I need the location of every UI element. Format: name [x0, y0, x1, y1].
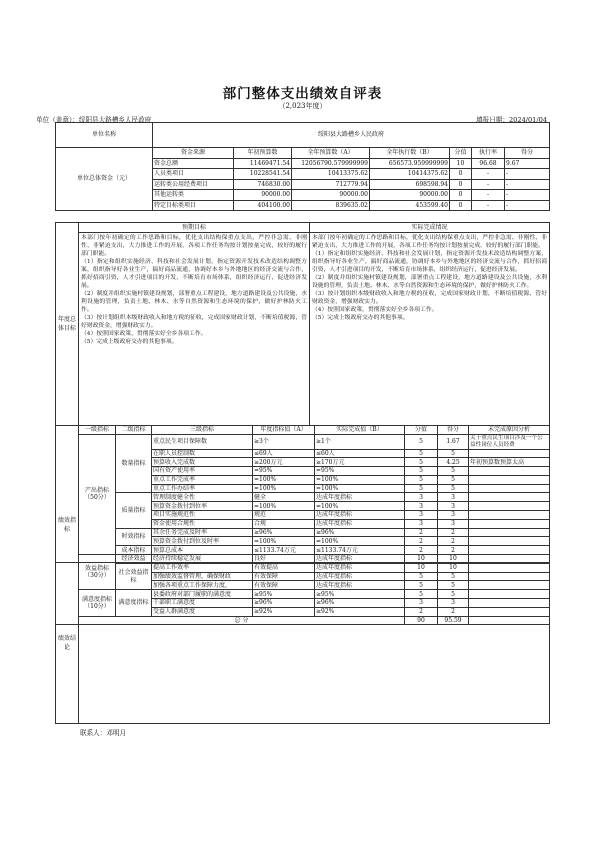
quality-indicator-label: 质量指标 [116, 493, 152, 528]
perf-cell: 5 [405, 484, 438, 493]
perf-cell: 预算资金拨付到位及时率 [152, 537, 253, 546]
perf-cell: 5 [405, 581, 438, 590]
budget-cell: - [505, 179, 550, 190]
budget-cell: 90000.00 [234, 190, 292, 201]
perf-header-actual: 实际完成值（B） [315, 426, 405, 435]
perf-cell: 资金使用合规性 [152, 519, 253, 528]
perf-reason-cell [469, 502, 550, 511]
perf-cell: ≤1133.74万元 [315, 546, 405, 555]
perf-cell: ≥3个 [253, 434, 315, 449]
perf-cell: 3 [405, 502, 438, 511]
perf-cell: 3 [405, 511, 438, 520]
perf-cell: 重点民生项目保障数 [152, 434, 253, 449]
perf-cell: 其余任务完成及时率 [152, 528, 253, 537]
budget-cell: 90000.00 [292, 190, 370, 201]
perf-cell: =100% [315, 502, 405, 511]
perf-cell: ≤69人 [253, 449, 315, 458]
budget-cell: 0 [450, 169, 472, 180]
perf-cell: 达成年度指标 [315, 581, 405, 590]
expected-goal-paragraph: （4）按照国家政策，贯彻落实好全乡各项工作。 [81, 330, 207, 337]
perf-cell: =100% [253, 502, 315, 511]
perf-cell: 达成年度指标 [315, 493, 405, 502]
actual-goal-paragraph: 本部门按年初确定的工作思路和目标，优化支出结构保重点支出，严控非急需、非刚性、非紧迫支出，大力推进工作的开展，各项工作任务均按计划按量完成，较好的履行部门职能。 [312, 235, 547, 249]
page-subtitle-year: （2,023年度） [278, 102, 327, 110]
perf-cell: 项目实施规范性 [152, 511, 253, 520]
perf-cell: ≥200万元 [253, 458, 315, 467]
perf-cell: 有效保障 [253, 572, 315, 581]
perf-cell: 提高工作效率 [152, 563, 253, 572]
perf-cell: 5 [438, 484, 469, 493]
budget-cell: 0 [450, 179, 472, 190]
perf-cell: 县委政府对部门履职的满意度 [152, 590, 253, 599]
perf-cell: ≤1133.74万元 [253, 546, 315, 555]
perf-cell: 10 [438, 555, 469, 564]
cost-indicator-label: 成本指标 [116, 546, 152, 555]
perf-cell: ≥95% [253, 590, 315, 599]
perf-cell: 预算收入完成数 [152, 458, 253, 467]
perf-cell: =100% [253, 537, 315, 546]
budget-cell: - [472, 200, 505, 211]
perf-reason-cell [469, 537, 550, 546]
perf-reason-cell [469, 449, 550, 458]
perf-cell: 1.67 [438, 434, 469, 449]
perf-cell: 受益人群满意度 [152, 607, 253, 616]
budget-header-source: 资金来源 [153, 148, 234, 159]
budget-cell: 其他运转类 [153, 190, 234, 201]
perf-reason-cell [469, 511, 550, 520]
budget-cell: 资金总额 [153, 158, 234, 169]
budget-cell: 656573.959999999 [370, 158, 450, 169]
perf-cell: 加强各项重点工作保障力度， [152, 581, 253, 590]
budget-header-annual: 全年预算数（A） [292, 148, 370, 159]
perf-cell: ≤60人 [315, 449, 405, 458]
perf-cell: 有效提高 [253, 563, 315, 572]
perf-reason-cell [469, 493, 550, 502]
expected-goal-header: 预期目标 [79, 223, 310, 233]
perf-cell: 10 [405, 555, 438, 564]
budget-header-initial: 年初预算数 [234, 148, 292, 159]
perf-cell: ≥92% [253, 607, 315, 616]
budget-cell: 运转类公用经费项目 [153, 179, 234, 190]
budget-header-executed: 全年执行数（B） [370, 148, 450, 159]
budget-cell: 特定目标类项目 [153, 200, 234, 211]
perf-cell: 2 [438, 537, 469, 546]
timeliness-indicator-label: 时效指标 [116, 528, 152, 546]
perf-reason-cell [469, 528, 550, 537]
satisfaction-sub-indicator-label: 满意度指标 [116, 590, 152, 616]
perf-cell: 2 [405, 607, 438, 616]
perf-cell: 达成年度指标 [315, 511, 405, 520]
perf-cell: 3 [438, 519, 469, 528]
actual-goal-paragraph: （2）制度并组织实施村镇建设规划，部署重点工程建设，地方道路建设及公共设施，水利设施的管理，负责土地、林木、水等自然资源和生态环境的保护，做好护林防火工作。 [312, 274, 547, 289]
perf-cell: 5 [405, 434, 438, 449]
actual-goal-text [310, 233, 550, 426]
expected-goal-paragraph: （3）按计划组织本级财政收入和地方税的征收，完成国家财政计划，不断培值税源，管好财政资金，增强财政实力。 [81, 314, 307, 329]
perf-cell: ≥92% [315, 607, 405, 616]
budget-cell: 10228541.54 [234, 169, 292, 180]
conclusion-text [79, 563, 550, 724]
perf-cell: 2 [438, 528, 469, 537]
perf-cell: 规范 [253, 511, 315, 520]
goals-group-label: 年度总体目标 [56, 223, 79, 426]
actual-goal-paragraph: （3）按计划组织本级财政收入和地方税的征收，完成国家财政计划，不断培值税源，管好财政资金，增强财政实力。 [312, 290, 547, 305]
budget-cell: 0 [450, 200, 472, 211]
quantity-indicator-label: 数量指标 [116, 434, 152, 493]
perf-header-weight: 分值 [405, 426, 438, 435]
perf-header-level1: 一级指标 [79, 426, 116, 435]
budget-header-score: 得分 [505, 148, 550, 159]
perf-cell: ≥96% [315, 528, 405, 537]
budget-cell: 404100.00 [234, 200, 292, 211]
actual-goal-paragraph: （4）按照国家政策，贯彻落实好全乡各项工作。 [312, 306, 438, 313]
budget-cell: 12056790.579999999 [292, 158, 370, 169]
budget-cell: - [505, 169, 550, 180]
perf-header-level3: 三级指标 [152, 426, 253, 435]
budget-cell: 11469471.54 [234, 158, 292, 169]
actual-goal-paragraph: （5）完成上级政府交办的其他事项。 [312, 314, 409, 321]
perf-cell: 5 [438, 467, 469, 476]
perf-cell: 合规 [253, 519, 315, 528]
perf-cell: 干部职工满意度 [152, 599, 253, 608]
perf-cell: 5 [405, 467, 438, 476]
total-weight: 90 [405, 616, 438, 625]
perf-reason-cell [469, 475, 550, 484]
perf-reason-cell [469, 467, 550, 476]
perf-cell: 5 [405, 475, 438, 484]
perf-header-reason: 未完成原因分析 [469, 426, 550, 435]
output-indicator-label: 产出指标（50分） [79, 434, 116, 555]
perf-cell: 3 [438, 511, 469, 520]
perf-row [56, 528, 550, 537]
perf-cell: =95% [253, 467, 315, 476]
perf-cell: 达成年度指标 [315, 572, 405, 581]
perf-header-target: 年度指标值（A） [253, 426, 315, 435]
perf-cell: =100% [253, 484, 315, 493]
conclusion-table [55, 562, 550, 724]
perf-cell: 5 [405, 572, 438, 581]
perf-cell: 国有资产使用率 [152, 467, 253, 476]
perf-cell: =100% [315, 537, 405, 546]
expected-goal-paragraph: （5）完成上级政府交办的其他事项。 [81, 338, 178, 345]
budget-cell: - [472, 190, 505, 201]
expected-goal-text [79, 233, 310, 426]
perf-cell: 预算资金拨付到位率 [152, 502, 253, 511]
perf-cell: 达成年度指标 [315, 555, 405, 564]
benefit-indicator-label: 效益指标（30分） [79, 555, 116, 590]
budget-cell: - [505, 200, 550, 211]
perf-cell: 5 [438, 475, 469, 484]
budget-cell: 712779.94 [292, 179, 370, 190]
perf-cell: 预算总成本 [152, 546, 253, 555]
budget-cell: - [472, 169, 505, 180]
perf-cell: 3 [438, 599, 469, 608]
actual-goal-header: 实际完成情况 [310, 223, 550, 233]
budget-cell: 453599.40 [370, 200, 450, 211]
perf-cell: 2 [438, 607, 469, 616]
perf-reason-cell [469, 519, 550, 528]
budget-cell: 9.67 [505, 158, 550, 169]
expected-goal-paragraph: 本部门按年初确定的工作思路和目标，优化支出结构保重点支出，严控非急需、非刚性、非紧迫支出，大力推进工作的开展，各项工作任务均按计划按量完成，较好的履行部门职能。 [81, 235, 307, 257]
perf-row [56, 546, 550, 555]
perf-cell: 3 [405, 493, 438, 502]
budget-cell: 90000.00 [370, 190, 450, 201]
perf-cell: 3 [405, 599, 438, 608]
perf-cell: 重点工作办结率 [152, 484, 253, 493]
perf-reason-cell [469, 546, 550, 555]
dept-label-cell: 单位名称 [56, 123, 153, 148]
perf-cell: 5 [405, 458, 438, 467]
perf-cell: 加强绩效监督管理，确保财政 [152, 572, 253, 581]
perf-row [56, 434, 550, 449]
budget-cell: - [472, 179, 505, 190]
perf-cell: 2 [405, 537, 438, 546]
perf-cell: 达成年度指标 [315, 563, 405, 572]
conclusion-label: 绩效结论 [56, 563, 79, 724]
budget-cell: 698598.94 [370, 179, 450, 190]
perf-cell: =100% [315, 475, 405, 484]
actual-goal-paragraph: （1）指定和组织实施经济、科技和社会发展计划，指定资源开发技术改造结构调整方案，组织指导好各业生产，搞好商品流通，协调好本乡与外地地区的经济交流与合作，抓好招商引资，人才引进项目的开发，不断培育市场体系，组织经济运行，促进经济发展。 [312, 250, 547, 273]
perf-cell: =100% [253, 475, 315, 484]
perf-cell: 10 [405, 563, 438, 572]
total-earned-score: 95.59 [438, 616, 469, 625]
budget-cell: 人员类项目 [153, 169, 234, 180]
perf-cell: 5 [405, 449, 438, 458]
perf-reason-cell: 年初预算数预算太高 [469, 458, 550, 467]
perf-cell: 重点工作完成率 [152, 475, 253, 484]
budget-cell: 10414375.62 [370, 169, 450, 180]
perf-cell: =95% [315, 467, 405, 476]
page-title: 部门整体支出绩效自评表 [222, 86, 383, 102]
perf-cell: ≥1个 [315, 434, 405, 449]
perf-cell: 2 [405, 546, 438, 555]
perf-cell: ≥95% [315, 590, 405, 599]
perf-cell: 在职人员控制数 [152, 449, 253, 458]
dept-name-cell: 绥阳县大路槽乡人民政府 [153, 123, 550, 148]
total-score-label: 总 分 [79, 616, 405, 625]
perf-cell: 达成年度指标 [315, 519, 405, 528]
perf-cell: 健全 [253, 493, 315, 502]
budget-group-label: 单位总体资金（元） [56, 148, 153, 211]
perf-cell: 经济持续稳定发展 [152, 555, 253, 564]
perf-cell: =100% [315, 484, 405, 493]
perf-reason-cell [469, 484, 550, 493]
perf-reason-cell: 关于重点民生项目涉及一个公益性岗位人员经费 [469, 434, 550, 449]
contact-person: 联系人：邓明月 [80, 729, 127, 737]
perf-cell: 3 [405, 519, 438, 528]
perf-cell: 2 [405, 528, 438, 537]
perf-cell: 5 [438, 449, 469, 458]
budget-header-weight: 分值 [450, 148, 472, 159]
perf-cell: 5 [405, 590, 438, 599]
perf-cell: ≥96% [253, 528, 315, 537]
budget-cell: 0 [450, 190, 472, 201]
perf-header-score: 得分 [438, 426, 469, 435]
perf-cell: 良好 [253, 555, 315, 564]
budget-table [55, 122, 550, 211]
perf-cell: 5 [438, 590, 469, 599]
perf-cell: 3 [438, 502, 469, 511]
economic-indicator-label: 经济效益 [116, 555, 152, 564]
expected-goal-paragraph: （1）指定和组织实施经济、科技和社会发展计划，指定资源开发技术改造结构调整方案，组织指导好各业生产，搞好商品流通，协调好本乡与外地地区的经济交流与合作，抓好招商引资，人才引进项目的开发，不断培育市场体系，组织经济运行，促进经济发展。 [81, 258, 307, 289]
perf-cell: 2 [438, 546, 469, 555]
expected-goal-paragraph: （2）制度并组织实施村镇建设规划，部署重点工程建设，地方道路建设及公共设施，水利设施的管理，负责土地、林木、水等自然资源和生态环境的保护，做好护林防火工作。 [81, 290, 307, 313]
perf-cell: 管理制度健全性 [152, 493, 253, 502]
fill-date: 填报日期：2024/01/04 [476, 116, 547, 124]
budget-header-rate: 执行率 [472, 148, 505, 159]
perf-group-label: 绩效指标 [56, 426, 79, 625]
perf-cell: 5 [438, 581, 469, 590]
budget-cell: - [505, 190, 550, 201]
satisfaction-indicator-label: 满意度指标（10分） [79, 590, 116, 616]
goals-table [55, 222, 550, 426]
perf-cell: ≥170万元 [315, 458, 405, 467]
budget-cell: 10 [450, 158, 472, 169]
perf-cell: 有效保障 [253, 581, 315, 590]
perf-cell: ≥96% [315, 599, 405, 608]
perf-cell: ≥96% [253, 599, 315, 608]
unit-label: 单位（盖章）：绥阳县大路槽乡人民政府 [36, 116, 152, 124]
social-indicator-label: 社会效益指标 [116, 563, 152, 589]
perf-row [56, 493, 550, 502]
perf-cell: 5 [438, 572, 469, 581]
budget-cell: 96.68 [472, 158, 505, 169]
perf-cell: 10 [438, 563, 469, 572]
perf-header-level2: 二级指标 [116, 426, 152, 435]
budget-cell: 10413375.62 [292, 169, 370, 180]
perf-cell: 3 [438, 493, 469, 502]
budget-cell: 839635.02 [292, 200, 370, 211]
budget-cell: 746830.00 [234, 179, 292, 190]
perf-cell: 4.25 [438, 458, 469, 467]
